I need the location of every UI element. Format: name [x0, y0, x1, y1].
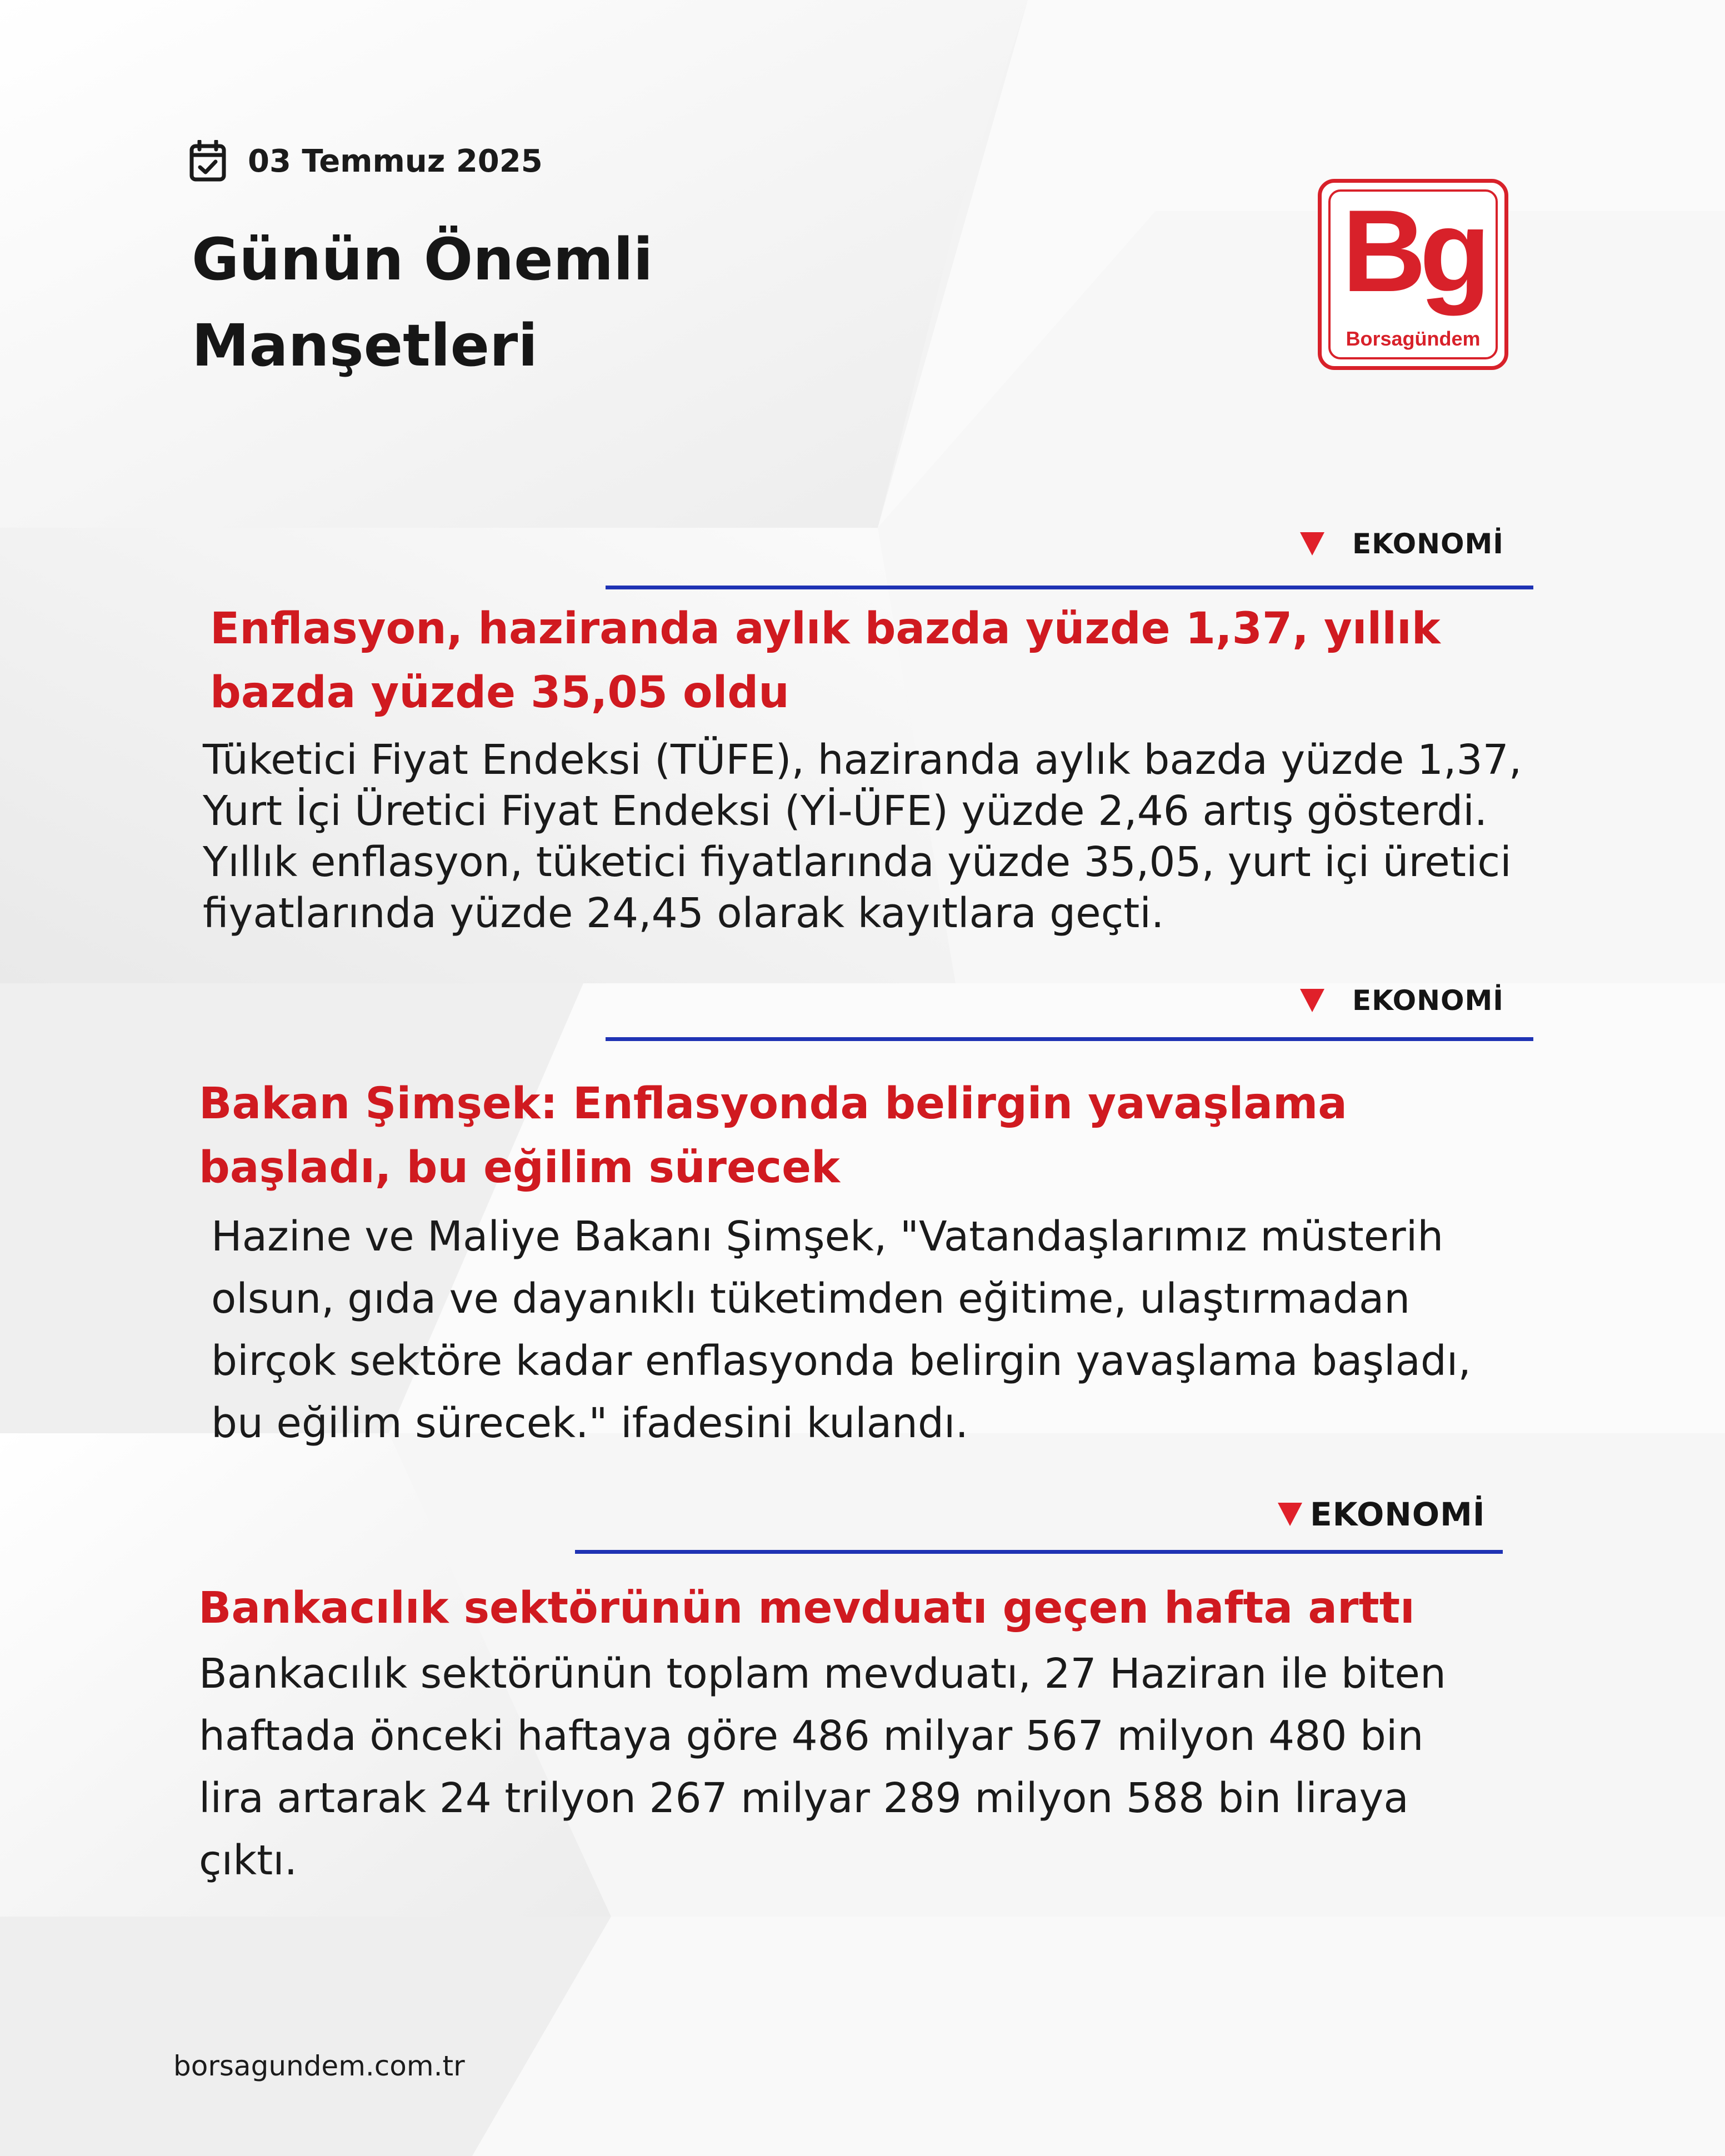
- site-url[interactable]: borsagundem.com.tr: [173, 2050, 465, 2082]
- triangle-down-icon: [1300, 532, 1324, 556]
- news-headline[interactable]: Enflasyon, haziranda aylık bazda yüzde 1,37, yıllık bazda yüzde 35,05 oldu: [210, 604, 1441, 718]
- logo-mark: Bg: [1342, 186, 1484, 316]
- section-divider: [606, 1037, 1533, 1041]
- date-row: [189, 139, 543, 183]
- date-text: 03 Temmuz 2025: [248, 143, 543, 179]
- news-summary: Hazine ve Maliye Bakanı Şimşek, "Vatandaşlarımız müsterih olsun, gıda ve dayanıklı tüketimden eğitime, ulaştırmadan birçok sektöre kadar enflasyonda belirgin yavaşlama başladı, bu eğilim sürecek." ifadesini kulandı.: [211, 1213, 1471, 1447]
- triangle-down-icon: [1300, 989, 1324, 1012]
- section-divider: [606, 586, 1533, 589]
- category-text: EKONOMİ: [1352, 984, 1504, 1017]
- category-label[interactable]: [1278, 1495, 1485, 1533]
- triangle-down-icon: [1278, 1503, 1302, 1526]
- category-text: EKONOMİ: [1310, 1495, 1486, 1533]
- logo-name: Borsagündem: [1346, 327, 1481, 350]
- section-divider: [575, 1550, 1503, 1554]
- news-summary: Bankacılık sektörünün toplam mevduatı, 27 Haziran ile biten haftada önceki haftaya göre 486 milyar 567 milyon 480 bin lira artarak 24 trilyon 267 milyar 289 milyon 588 bin liraya çıktı.: [199, 1650, 1446, 1884]
- news-summary: Tüketici Fiyat Endeksi (TÜFE), haziranda aylık bazda yüzde 1,37, Yurt İçi Üretici Fiyat Endeksi (Yİ-ÜFE) yüzde 2,46 artış gösterdi. Yıllık enflasyon, tüketici fiyatlarında yüzde 35,05, yurt içi üretici fiyatlarında yüzde 24,45 olarak kayıtlara geçti.: [203, 736, 1522, 937]
- calendar-icon: [189, 140, 227, 182]
- news-headline[interactable]: Bankacılık sektörünün mevduatı geçen hafta arttı: [198, 1583, 1415, 1633]
- news-headline[interactable]: Bakan Şimşek: Enflasyonda belirgin yavaşlama başladı, bu eğilim sürecek: [199, 1079, 1347, 1193]
- page-title: Günün Önemli Manşetleri: [192, 226, 653, 379]
- brand-logo[interactable]: [1318, 179, 1508, 370]
- category-label[interactable]: [1300, 528, 1504, 560]
- category-label[interactable]: [1300, 984, 1504, 1017]
- category-text: EKONOMİ: [1352, 528, 1504, 560]
